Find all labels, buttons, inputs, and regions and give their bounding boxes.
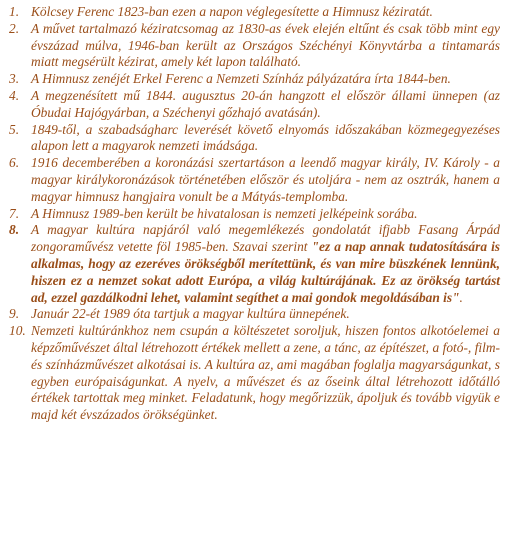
quote-text: "ez a nap annak tudatosítására is alkalmas, hogy az ezeréves örökségből merítettünk, és van mire büszkének lennünk, hiszen ez a nemzet sokat adott Európa, a világ kultúrájának. Ez az örökség tartást ad, ezzel gazdálkodni lehet, valamint segíthet a mai gondok megoldásában is": [31, 239, 500, 305]
list-item-text: Kölcsey Ferenc 1823-ban ezen a napon véglegesítette a Himnusz kéziratát.: [31, 4, 433, 19]
list-item-number: 4.: [9, 87, 20, 103]
list-item-number: 6.: [9, 155, 20, 171]
list-item-number: 5.: [9, 121, 20, 137]
list-item-number: 1.: [9, 4, 20, 19]
list-item-text: A művet tartalmazó kéziratcsomag az 1830-as évek elején eltűnt és csak több mint egy évszázad múlva, 1946-ban került az Országos Széchényi Könyvtárba a tintamarás miatt megsérült kézirat, amely két lapon található.: [31, 20, 500, 70]
list-item-number: 9.: [9, 306, 20, 322]
list-item: [6, 71, 500, 88]
list-item-text-end: .: [459, 289, 463, 305]
list-item-text: 1916 decemberében a koronázási szertartáson a leendő magyar király, IV. Károly - a magyar királykoronázások történetében először és utoljára - nem az osztrák, hanem a magyar himnusz hangjaira vonult be a Mátyás-templomba.: [31, 155, 500, 204]
list-item-highlighted: [6, 222, 500, 306]
list-item-number: 3.: [9, 71, 20, 87]
list-item-text: Nemzeti kultúránkhoz nem csupán a költészetet soroljuk, hiszen fontos alkotóelemei a képzőművészet által létrehozott értékek mellett a zene, a tánc, az építészet, a fotó-, film- és színházművészet alkotásai is. A kultúra az, ami magában foglalja magyarságunkat, s egyben európaiságunkat. A nyelv, a művészet és az őseink által létrehozott időtálló értékek tartottak meg minket. Feladatunk, hogy megőrizzük, ápoljuk és tovább vigyük e majd két évszázados örökségünket.: [31, 323, 500, 423]
list-item-number: 7.: [9, 205, 20, 221]
list-item-text: A Himnusz zenéjét Erkel Ferenc a Nemzeti Színház pályázatára írta 1844-ben.: [31, 71, 451, 87]
list-item-text: A Himnusz 1989-ben került be hivatalosan is nemzeti jelképeink sorába.: [31, 205, 418, 221]
list-item: [6, 155, 500, 205]
list-item: [6, 306, 500, 323]
numbered-list: [6, 4, 500, 424]
list-item-text: 1849-től, a szabadságharc leverését követő elnyomás időszakában közmegegyezéses alapon lett a magyarok nemzeti imádsága.: [31, 121, 500, 154]
list-item: [6, 88, 500, 122]
list-item-number: 2.: [9, 20, 20, 36]
list-item-text: [31, 222, 500, 306]
list-item: [6, 4, 500, 21]
list-item-text: A megzenésített mű 1844. augusztus 20-án hangzott el először állami ünnepen (az Óbudai Hajógyárban, a Széchenyi gőzhajó avatásán).: [31, 87, 500, 120]
list-item: [6, 323, 500, 424]
list-item-text-plain: A magyar kultúra napjáról való megemlékezés gondolatát ifjabb Fasang Árpád zongoraművész vetette föl 1985-ben. Szavai szerint: [31, 222, 500, 255]
list-item-number: 10.: [9, 323, 26, 339]
list-item: [6, 206, 500, 223]
list-item-text: Január 22-ét 1989 óta tartjuk a magyar kultúra ünnepének.: [31, 306, 350, 322]
list-item: [6, 122, 500, 156]
list-item-number: 8.: [9, 222, 20, 238]
list-item: [6, 21, 500, 71]
